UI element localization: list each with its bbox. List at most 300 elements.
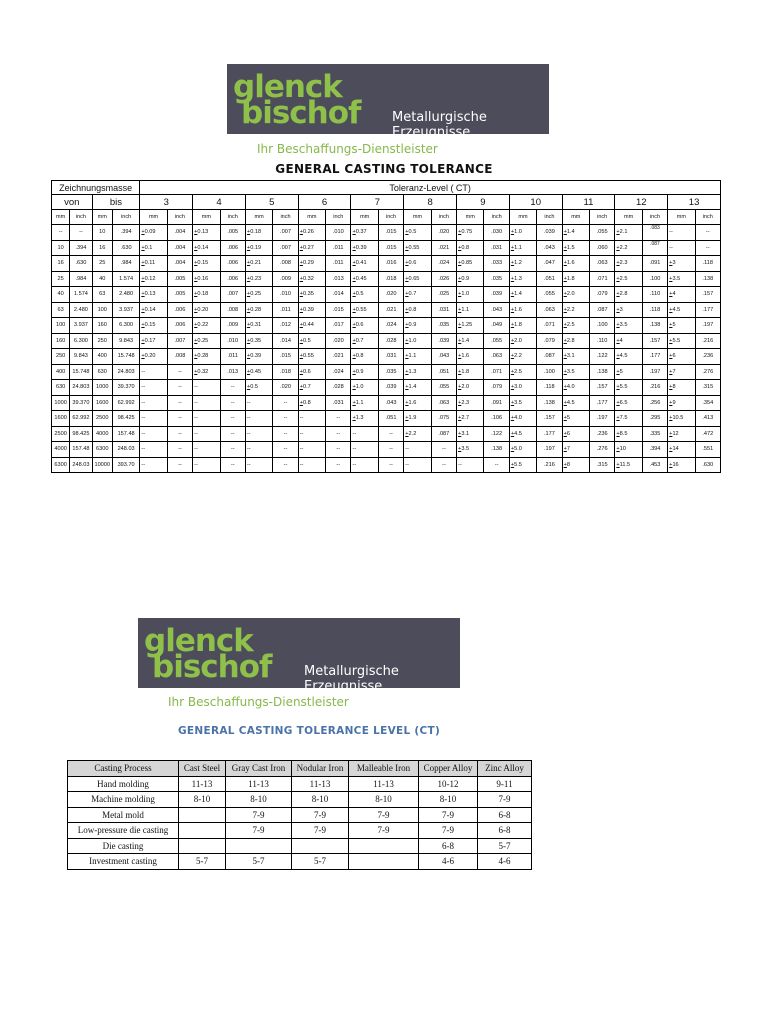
tolerance-cell: +0.37: [351, 225, 378, 241]
tolerance-cell: .018: [273, 364, 298, 380]
tolerance-cell: .060: [590, 240, 615, 256]
size-cell: .630: [70, 256, 92, 272]
size-cell: 100: [52, 318, 70, 334]
plus-minus-sign: +: [352, 260, 356, 267]
tolerance-cell: .010: [220, 333, 245, 349]
tolerance-cell: --: [220, 426, 245, 442]
tolerance-cell: .047: [537, 256, 562, 272]
column-header: Malleable Iron: [349, 761, 419, 777]
plus-minus-sign: +: [299, 337, 303, 344]
tolerance-cell: --: [220, 411, 245, 427]
tolerance-cell: +0.55: [351, 302, 378, 318]
tolerance-cell: +2.2: [404, 426, 431, 442]
tolerance-cell: +1.6: [562, 256, 589, 272]
tolerance-cell: +0.44: [298, 318, 325, 334]
tolerance-cell: .453: [642, 457, 667, 473]
table-row: [68, 792, 532, 808]
plus-minus-sign: +: [246, 368, 251, 375]
plus-minus-sign: +: [669, 337, 673, 344]
plus-minus-sign: +: [616, 461, 620, 468]
plus-minus-sign: +: [352, 399, 356, 406]
tolerance-cell: +4.0: [509, 411, 536, 427]
plus-minus-sign: +: [616, 229, 620, 236]
tolerance-cell: .031: [326, 395, 351, 411]
process-name: Low-pressure die casting: [68, 823, 179, 839]
plus-minus-sign: +: [141, 244, 145, 251]
tolerance-cell: +1.8: [509, 318, 536, 334]
ct-range-cell: [349, 838, 419, 854]
plus-minus-sign: +: [616, 322, 620, 329]
tolerance-cell: +2.3: [615, 256, 642, 272]
tolerance-cell: .031: [484, 240, 509, 256]
tolerance-cell: +5: [615, 364, 642, 380]
unit-mm: mm: [668, 210, 695, 225]
tolerance-cell: .110: [590, 333, 615, 349]
tolerance-cell: .004: [167, 256, 192, 272]
tolerance-cell: .197: [537, 442, 562, 458]
plus-minus-sign: +: [458, 399, 462, 406]
unit-inch: inch: [431, 210, 456, 225]
tolerance-cell: +0.5: [351, 287, 378, 303]
plus-minus-sign: +: [246, 337, 251, 344]
tolerance-cell: .009: [220, 318, 245, 334]
plus-minus-sign: +: [352, 353, 356, 360]
tolerance-cell: +1.9: [404, 411, 431, 427]
unit-mm: mm: [457, 210, 484, 225]
tolerance-cell: +3.5: [509, 395, 536, 411]
plus-minus-sign: +: [510, 353, 515, 360]
table-row: [52, 411, 721, 427]
tolerance-cell: .011: [273, 302, 298, 318]
tolerance-cell: --: [326, 442, 351, 458]
unit-inch: inch: [590, 210, 615, 225]
tolerance-cell: .197: [590, 411, 615, 427]
tolerance-cell: .024: [378, 318, 403, 334]
tolerance-cell: +0.35: [298, 287, 325, 303]
size-cell: 16: [52, 256, 70, 272]
tolerance-cell: .006: [167, 318, 192, 334]
tolerance-cell: .087: [642, 240, 667, 256]
tolerance-cell: .071: [590, 271, 615, 287]
plus-minus-sign: +: [563, 291, 567, 298]
table-row: [52, 318, 721, 334]
tolerance-cell: .236: [695, 349, 720, 365]
plus-minus-sign: +: [405, 244, 409, 251]
tolerance-cell: .138: [642, 318, 667, 334]
tolerance-cell: +0.39: [351, 240, 378, 256]
tolerance-cell: .106: [484, 411, 509, 427]
size-cell: 400: [52, 364, 70, 380]
tolerance-cell: .118: [642, 302, 667, 318]
unit-mm: mm: [193, 210, 220, 225]
column-header: Copper Alloy: [419, 761, 478, 777]
size-cell: 400: [92, 349, 112, 365]
tolerance-cell: +2.1: [615, 225, 642, 241]
tolerance-cell: +0.23: [245, 271, 272, 287]
tolerance-cell: +1.0: [457, 287, 484, 303]
tolerance-cell: +0.45: [351, 271, 378, 287]
tolerance-cell: .007: [167, 333, 192, 349]
tolerance-cell: --: [220, 442, 245, 458]
tolerance-cell: .100: [537, 364, 562, 380]
logo-tagline: Ihr Beschaffungs-Dienstleister: [168, 695, 349, 709]
tolerance-cell: .043: [484, 302, 509, 318]
tolerance-cell: --: [351, 426, 378, 442]
size-cell: 160: [92, 318, 112, 334]
tolerance-cell: +1.25: [457, 318, 484, 334]
tolerance-cell: +0.75: [457, 225, 484, 241]
tolerance-cell: .005: [167, 271, 192, 287]
tolerance-cell: +8: [668, 380, 695, 396]
level-header: 13: [668, 195, 721, 210]
tolerance-cell: .177: [590, 395, 615, 411]
plus-minus-sign: +: [458, 291, 462, 298]
size-cell: 6300: [92, 442, 112, 458]
tolerance-cell: +0.6: [404, 256, 431, 272]
tolerance-cell: --: [140, 426, 167, 442]
tolerance-cell: +2.5: [562, 318, 589, 334]
plus-minus-sign: +: [563, 306, 567, 313]
tolerance-cell: +7.5: [615, 411, 642, 427]
tolerance-cell: +1.6: [404, 395, 431, 411]
tolerance-cell: .013: [326, 271, 351, 287]
ct-range-cell: 7-9: [226, 823, 292, 839]
size-cell: 6.300: [112, 318, 139, 334]
tolerance-cell: .335: [642, 426, 667, 442]
tolerance-cell: +1.6: [457, 349, 484, 365]
ct-range-cell: 5-7: [179, 854, 226, 870]
size-cell: 98.425: [70, 426, 92, 442]
table-row: [52, 364, 721, 380]
plus-minus-sign: +: [405, 399, 409, 406]
plus-minus-sign: +: [194, 337, 198, 344]
ct-range-cell: 6-8: [478, 823, 532, 839]
logo-word-glenck: glenck: [233, 69, 342, 105]
tolerance-cell: --: [431, 457, 456, 473]
tolerance-cell: +10: [615, 442, 642, 458]
tolerance-cell: +2.2: [615, 240, 642, 256]
tolerance-cell: --: [431, 442, 456, 458]
plus-minus-sign: +: [352, 368, 356, 375]
unit-inch: inch: [695, 210, 720, 225]
process-name: Hand molding: [68, 776, 179, 792]
plus-minus-sign: +: [299, 384, 303, 391]
tolerance-cell: .216: [537, 457, 562, 473]
tolerance-cell: .025: [431, 287, 456, 303]
tolerance-cell: --: [245, 457, 272, 473]
plus-minus-sign: +: [563, 260, 567, 267]
tolerance-cell: +0.31: [245, 318, 272, 334]
tolerance-cell: .011: [220, 349, 245, 365]
tolerance-cell: .256: [642, 395, 667, 411]
tolerance-cell: +9: [668, 395, 695, 411]
tolerance-cell: +0.19: [245, 240, 272, 256]
tolerance-cell: +0.7: [404, 287, 431, 303]
tolerance-cell: .083: [642, 225, 667, 241]
plus-minus-sign: +: [616, 275, 620, 282]
tolerance-cell: --: [695, 225, 720, 241]
process-name: Die casting: [68, 838, 179, 854]
unit-inch: inch: [326, 210, 351, 225]
tolerance-cell: .011: [326, 240, 351, 256]
plus-minus-sign: +: [299, 244, 303, 251]
company-logo-bottom: [138, 618, 460, 709]
size-cell: 4000: [92, 426, 112, 442]
tolerance-cell: +4.0: [562, 380, 589, 396]
tolerance-cell: +3: [668, 256, 695, 272]
tolerance-cell: --: [404, 442, 431, 458]
ct-range-cell: 7-9: [349, 807, 419, 823]
tolerance-cell: +1.4: [404, 380, 431, 396]
logo-tagline: Ihr Beschaffungs-Dienstleister: [257, 142, 438, 156]
plus-minus-sign: +: [352, 415, 356, 422]
size-cell: 63: [92, 287, 112, 303]
unit-inch: inch: [220, 210, 245, 225]
size-cell: 40: [52, 287, 70, 303]
size-cell: 157.48: [70, 442, 92, 458]
table-row: [52, 426, 721, 442]
tolerance-cell: .012: [273, 318, 298, 334]
size-cell: 248.03: [70, 457, 92, 473]
tolerance-cell: .015: [326, 302, 351, 318]
plus-minus-sign: +: [616, 368, 620, 375]
tolerance-cell: .079: [537, 333, 562, 349]
tolerance-cell: .079: [590, 287, 615, 303]
plus-minus-sign: +: [458, 260, 462, 267]
plus-minus-sign: +: [299, 291, 303, 298]
tolerance-cell: .157: [590, 380, 615, 396]
tolerance-cell: --: [378, 426, 403, 442]
tolerance-cell: .020: [273, 380, 298, 396]
plus-minus-sign: +: [246, 291, 251, 298]
size-cell: .630: [112, 240, 139, 256]
tolerance-cell: .276: [590, 442, 615, 458]
plus-minus-sign: +: [141, 337, 145, 344]
size-cell: 157.48: [112, 426, 139, 442]
plus-minus-sign: +: [405, 260, 409, 267]
plus-minus-sign: +: [563, 461, 567, 468]
tolerance-cell: +0.28: [245, 302, 272, 318]
plus-minus-sign: +: [352, 306, 356, 313]
tolerance-cell: +1.5: [562, 240, 589, 256]
plus-minus-sign: +: [458, 306, 462, 313]
tolerance-cell: .035: [431, 318, 456, 334]
plus-minus-sign: +: [458, 446, 462, 453]
tolerance-cell: --: [273, 426, 298, 442]
size-cell: 15.748: [70, 364, 92, 380]
tolerance-cell: .079: [484, 380, 509, 396]
tolerance-cell: +0.41: [351, 256, 378, 272]
tolerance-cell: +1.8: [562, 271, 589, 287]
size-cell: 3.937: [112, 302, 139, 318]
tolerance-cell: --: [193, 395, 220, 411]
ct-range-cell: 7-9: [419, 823, 478, 839]
plus-minus-sign: +: [669, 275, 673, 282]
tolerance-cell: .010: [273, 287, 298, 303]
tolerance-cell: .071: [537, 318, 562, 334]
plus-minus-sign: +: [405, 291, 409, 298]
plus-minus-sign: +: [405, 353, 409, 360]
tolerance-cell: +2.8: [615, 287, 642, 303]
tolerance-cell: +2.8: [562, 333, 589, 349]
ct-range-cell: 7-9: [478, 792, 532, 808]
tolerance-cell: +0.9: [457, 271, 484, 287]
unit-mm: mm: [615, 210, 642, 225]
tolerance-cell: +0.16: [193, 271, 220, 287]
tolerance-cell: .043: [378, 395, 403, 411]
tolerance-cell: +12: [668, 426, 695, 442]
plus-minus-sign: +: [563, 446, 567, 453]
size-cell: 1000: [92, 380, 112, 396]
level-header: 7: [351, 195, 404, 210]
plus-minus-sign: +: [563, 353, 567, 360]
tolerance-cell: +0.5: [245, 380, 272, 396]
tolerance-cell: +5.5: [615, 380, 642, 396]
plus-minus-sign: +: [510, 306, 515, 313]
tolerance-cell: --: [351, 457, 378, 473]
unit-mm: mm: [245, 210, 272, 225]
plus-minus-sign: +: [352, 275, 356, 282]
plus-minus-sign: +: [299, 306, 303, 313]
plus-minus-sign: +: [246, 306, 251, 313]
tolerance-cell: --: [167, 457, 192, 473]
unit-inch: inch: [167, 210, 192, 225]
tolerance-cell: --: [273, 411, 298, 427]
tolerance-cell: +2.7: [457, 411, 484, 427]
plus-minus-sign: +: [510, 260, 515, 267]
plus-minus-sign: +: [194, 291, 198, 298]
plus-minus-sign: +: [510, 291, 515, 298]
plus-minus-sign: +: [669, 260, 673, 267]
tolerance-cell: .031: [378, 349, 403, 365]
tolerance-cell: .138: [590, 364, 615, 380]
tolerance-cell: .138: [484, 442, 509, 458]
table-row: [52, 395, 721, 411]
ct-range-cell: [226, 838, 292, 854]
size-cell: 248.03: [112, 442, 139, 458]
tolerance-cell: .021: [431, 240, 456, 256]
ct-range-cell: 7-9: [349, 823, 419, 839]
tolerance-cell: .197: [695, 318, 720, 334]
tolerance-cell: --: [273, 395, 298, 411]
tolerance-cell: +1.1: [457, 302, 484, 318]
plus-minus-sign: +: [299, 260, 303, 267]
plus-minus-sign: +: [563, 337, 567, 344]
plus-minus-sign: +: [458, 337, 462, 344]
logo-word-bischof: bischof: [152, 649, 272, 685]
tolerance-cell: +0.5: [298, 333, 325, 349]
column-header: Gray Cast Iron: [226, 761, 292, 777]
table-row: [52, 349, 721, 365]
tolerance-cell: +1.1: [509, 240, 536, 256]
tolerance-cell: +5: [668, 318, 695, 334]
plus-minus-sign: +: [405, 229, 409, 236]
plus-minus-sign: +: [616, 353, 620, 360]
size-cell: 630: [52, 380, 70, 396]
tolerance-cell: .354: [695, 395, 720, 411]
plus-minus-sign: +: [246, 244, 251, 251]
ct-range-cell: [292, 838, 349, 854]
plus-minus-sign: +: [299, 399, 303, 406]
size-cell: 2.480: [112, 287, 139, 303]
tolerance-cell: .028: [378, 333, 403, 349]
ct-range-cell: 11-13: [226, 776, 292, 792]
tolerance-cell: .177: [537, 426, 562, 442]
tolerance-cell: .006: [167, 302, 192, 318]
plus-minus-sign: +: [299, 322, 303, 329]
tolerance-cell: --: [378, 442, 403, 458]
tolerance-cell: +0.9: [351, 364, 378, 380]
unit-mm: mm: [351, 210, 378, 225]
tolerance-cell: +6.5: [615, 395, 642, 411]
tolerance-cell: .177: [695, 302, 720, 318]
tolerance-cell: +5.0: [509, 442, 536, 458]
tolerance-cell: +3: [615, 302, 642, 318]
plus-minus-sign: +: [352, 244, 356, 251]
tolerance-cell: +0.6: [298, 364, 325, 380]
tolerance-cell: .049: [484, 318, 509, 334]
tolerance-cell: +0.14: [140, 302, 167, 318]
tolerance-cell: .055: [590, 225, 615, 241]
tolerance-cell: .008: [220, 302, 245, 318]
tolerance-cell: +4.5: [668, 302, 695, 318]
tolerance-cell: +0.13: [193, 225, 220, 241]
tolerance-cell: --: [245, 395, 272, 411]
ct-range-cell: 7-9: [226, 807, 292, 823]
size-cell: .394: [112, 225, 139, 241]
ct-range-cell: [179, 838, 226, 854]
tolerance-cell: +0.35: [245, 333, 272, 349]
tolerance-cell: +0.9: [404, 318, 431, 334]
process-name: Metal mold: [68, 807, 179, 823]
plus-minus-sign: +: [669, 353, 673, 360]
size-cell: .984: [112, 256, 139, 272]
size-cell: 1.574: [112, 271, 139, 287]
level-header: 4: [193, 195, 246, 210]
tolerance-cell: .013: [220, 364, 245, 380]
plus-minus-sign: +: [669, 384, 673, 391]
ct-range-cell: 5-7: [292, 854, 349, 870]
plus-minus-sign: +: [141, 229, 145, 236]
size-cell: 10000: [92, 457, 112, 473]
plus-minus-sign: +: [510, 430, 515, 437]
tolerance-cell: +4: [615, 333, 642, 349]
tolerance-cell: .006: [220, 256, 245, 272]
plus-minus-sign: +: [352, 384, 356, 391]
plus-minus-sign: +: [510, 384, 515, 391]
tolerance-cell: +16: [668, 457, 695, 473]
tolerance-cell: .014: [326, 287, 351, 303]
tolerance-cell: .021: [378, 302, 403, 318]
tolerance-cell: .024: [326, 364, 351, 380]
size-cell: 1000: [52, 395, 70, 411]
tolerance-cell: .035: [378, 364, 403, 380]
tolerance-cell: +2.3: [457, 395, 484, 411]
tolerance-cell: .010: [326, 225, 351, 241]
tolerance-cell: +0.09: [140, 225, 167, 241]
size-cell: 10: [52, 240, 70, 256]
plus-minus-sign: +: [563, 322, 567, 329]
size-cell: 9.843: [70, 349, 92, 365]
tolerance-cell: +0.65: [404, 271, 431, 287]
plus-minus-sign: +: [458, 430, 462, 437]
tolerance-cell: .091: [642, 256, 667, 272]
size-cell: 2.480: [70, 302, 92, 318]
tolerance-cell: +0.5: [404, 225, 431, 241]
size-cell: 6300: [52, 457, 70, 473]
ct-range-cell: 10-12: [419, 776, 478, 792]
tolerance-cell: .122: [590, 349, 615, 365]
